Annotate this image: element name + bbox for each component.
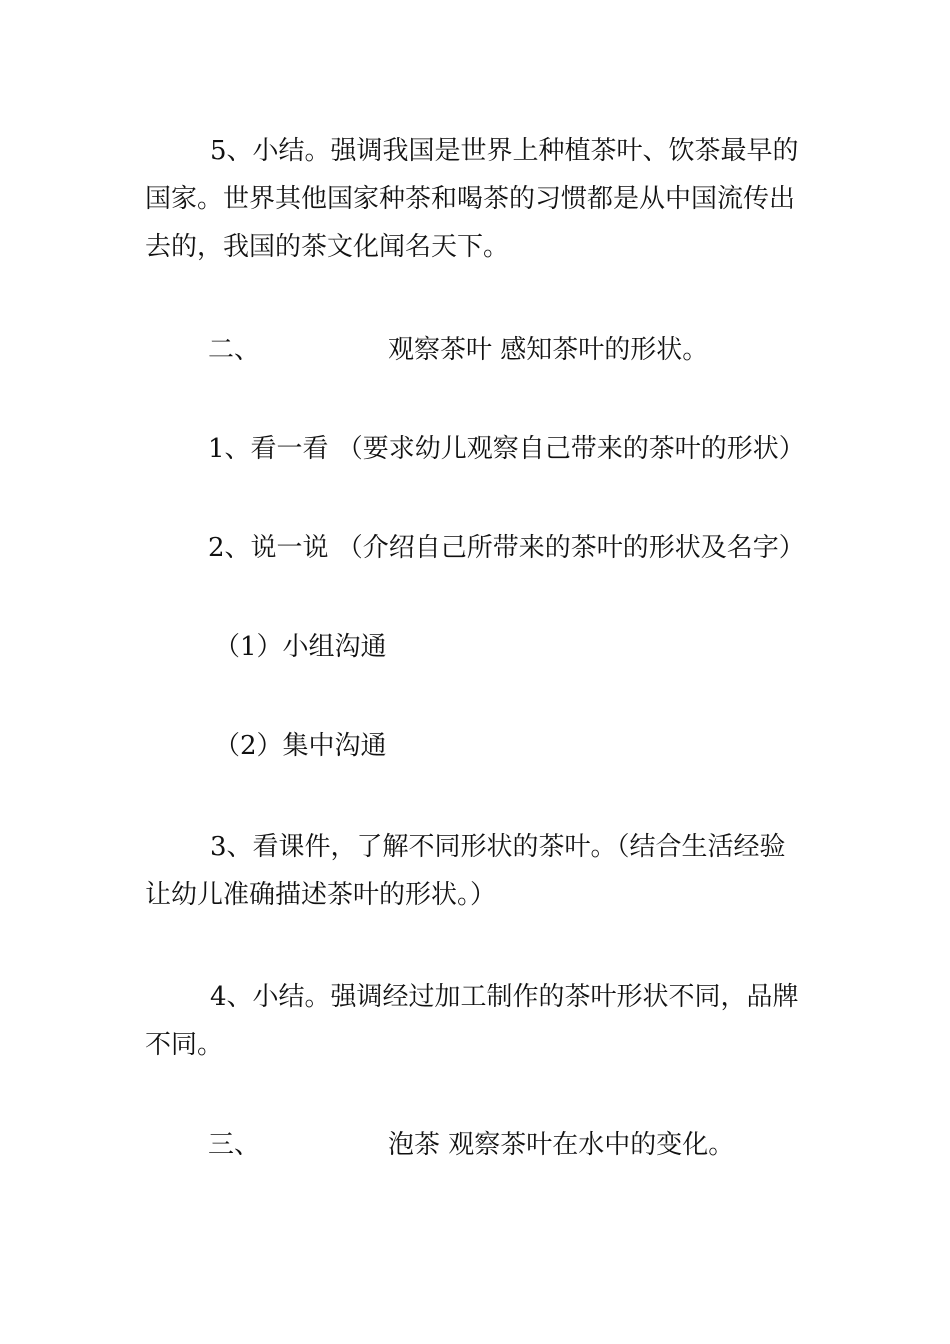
sub-item-1: （1）小组沟通	[214, 632, 387, 662]
paragraph-summary-line-3: 去的，我国的茶文化闻名天下。	[145, 232, 510, 262]
paragraph-summary-line-2: 国家。世界其他国家种茶和喝茶的习惯都是从中国流传出	[145, 184, 796, 214]
item-3-line-2: 让幼儿准确描述茶叶的形状。）	[145, 880, 497, 910]
item-3-line-1: 3、看课件，了解不同形状的茶叶。（结合生活经验	[210, 832, 786, 862]
item-4-line-1: 4、小结。强调经过加工制作的茶叶形状不同，品牌	[210, 982, 799, 1012]
section-3-title: 泡茶 观察茶叶在水中的变化。	[388, 1130, 735, 1160]
paragraph-summary-line-1: 5、小结。强调我国是世界上种植茶叶、饮茶最早的	[210, 136, 799, 166]
section-2-number: 二、	[208, 335, 261, 365]
section-3-number: 三、	[208, 1130, 261, 1160]
section-2-title: 观察茶叶 感知茶叶的形状。	[388, 335, 709, 365]
item-1: 1、看一看 （要求幼儿观察自己带来的茶叶的形状）	[208, 434, 805, 464]
item-2: 2、说一说 （介绍自己所带来的茶叶的形状及名字）	[208, 533, 805, 563]
item-4-line-2: 不同。	[145, 1030, 224, 1060]
sub-item-2: （2）集中沟通	[214, 731, 387, 761]
